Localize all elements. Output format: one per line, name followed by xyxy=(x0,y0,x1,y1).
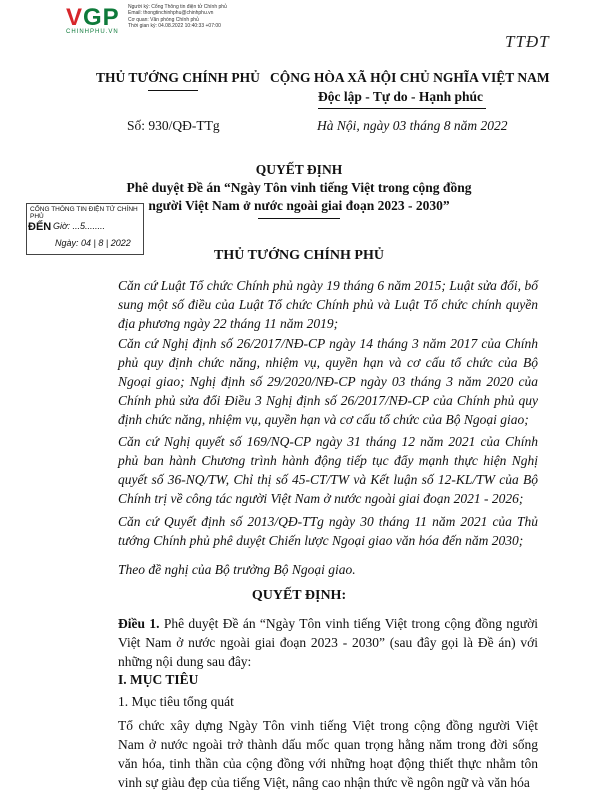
national-title: CỘNG HÒA XÃ HỘI CHỦ NGHĨA VIỆT NAM xyxy=(270,70,550,85)
stamp-org: CỔNG THÔNG TIN ĐIỆN TỬ CHÍNH PHỦ xyxy=(30,206,138,220)
sign-time-line: Thời gian ký: 04.08.2022 10:40:33 +07:00 xyxy=(128,23,221,30)
national-motto: Độc lập - Tự do - Hạnh phúc xyxy=(318,89,484,104)
place-date: Hà Nội, ngày 03 tháng 8 năm 2022 xyxy=(317,118,508,133)
article-1-label: Điều 1. xyxy=(118,616,160,631)
title-rule xyxy=(258,218,340,219)
agency-line: Cơ quan: Văn phòng Chính phủ xyxy=(128,16,199,23)
legal-basis-1: Căn cứ Luật Tổ chức Chính phủ ngày 19 tháng 6 năm 2015; Luật sửa đổi, bổ sung một số điều của Luật Tổ chức Chính phủ và Luật Tổ chức chính quyền địa phương ngày 22 tháng 11 năm 2019; xyxy=(118,278,538,331)
decision-heading: QUYẾT ĐỊNH: xyxy=(251,588,347,603)
digital-signature-info xyxy=(128,4,227,30)
subsection-heading: 1. Mục tiêu tổng quát xyxy=(118,694,234,709)
vgp-logo: VGP xyxy=(66,4,120,31)
article-1-text: Phê duyệt Đề án “Ngày Tôn vinh tiếng Việt trong cộng đồng người Việt Nam ở nước ngoài giai đoạn 2023 - 2030” (sau đây gọi là Đề án) với những nội dung sau đây: xyxy=(118,616,538,669)
header-right-rule xyxy=(318,108,486,109)
document-subject-line1: Phê duyệt Đề án “Ngày Tôn vinh tiếng Việt trong cộng đồng xyxy=(126,180,472,195)
section-heading: I. MỤC TIÊU xyxy=(118,672,199,687)
legal-basis-3: Căn cứ Nghị quyết số 169/NQ-CP ngày 31 tháng 12 năm 2021 của Chính phủ ban hành Chương trình hành động tiếp tục đẩy mạnh thực hiện Nghị quyết số 36-NQ/TW, Chỉ thị số 45-CT/TW và Kết luận số 12-KL/TW của Bộ Chính trị về công tác người Việt Nam ở nước ngoài giai đoạn 2021 - 2026; xyxy=(118,434,538,506)
article-1 xyxy=(118,614,538,671)
goal-paragraph: Tổ chức xây dựng Ngày Tôn vinh tiếng Việt trong cộng đồng người Việt Nam ở nước ngoài trở thành dấu mốc quan trọng hằng năm trong đời sống văn hóa, tinh thần của cộng đồng với những hoạt động thiết thực nhằm tôn vinh sự giàu đẹp của tiếng Việt, nâng cao nhận thức về ngôn ngữ và văn hóa xyxy=(118,718,538,790)
signer-line: Người ký: Cổng Thông tin điện tử Chính phủ xyxy=(128,4,227,10)
stamp-date: Ngày: 04 | 8 | 2022 xyxy=(55,238,131,248)
document-number: Số: 930/QĐ-TTg xyxy=(127,118,220,133)
legal-basis-4: Căn cứ Quyết định số 2013/QĐ-TTg ngày 30 tháng 11 năm 2021 của Thủ tướng Chính phủ phê duyệt Chiến lược Ngoại giao văn hóa đến năm 2030; xyxy=(118,514,538,548)
handwritten-note: TTĐT xyxy=(505,32,550,51)
document-subject-line2: người Việt Nam ở nước ngoài giai đoạn 2023 - 2030” xyxy=(148,198,450,213)
header-left-rule xyxy=(148,90,198,91)
issuer-heading: THỦ TƯỚNG CHÍNH PHỦ xyxy=(214,248,384,263)
vgp-logo-subtitle: CHINHPHU.VN xyxy=(66,29,119,35)
proposal-line: Theo đề nghị của Bộ trưởng Bộ Ngoại giao. xyxy=(118,562,356,577)
email-line: Email: thongtinchinhphu@chinhphu.vn xyxy=(128,10,214,17)
legal-basis-2: Căn cứ Nghị định số 26/2017/NĐ-CP ngày 14 tháng 3 năm 2017 của Chính phủ quy định chức năng, nhiệm vụ, quyền hạn và cơ cấu tổ chức của Bộ Ngoại giao; Nghị định số 29/2020/NĐ-CP ngày 03 tháng 3 năm 2020 của Chính phủ sửa đổi Điều 3 Nghị định số 26/2017/NĐ-CP của Chính phủ quy định chức năng, nhiệm vụ, quyền hạn và cơ cấu tổ chức của Bộ Ngoại giao; xyxy=(118,336,538,427)
stamp-den: ĐẾN xyxy=(28,221,52,233)
issuing-authority: THỦ TƯỚNG CHÍNH PHỦ xyxy=(96,70,260,85)
document-type: QUYẾT ĐỊNH xyxy=(255,162,343,177)
stamp-time: Giờ: ...5........ xyxy=(53,221,105,231)
